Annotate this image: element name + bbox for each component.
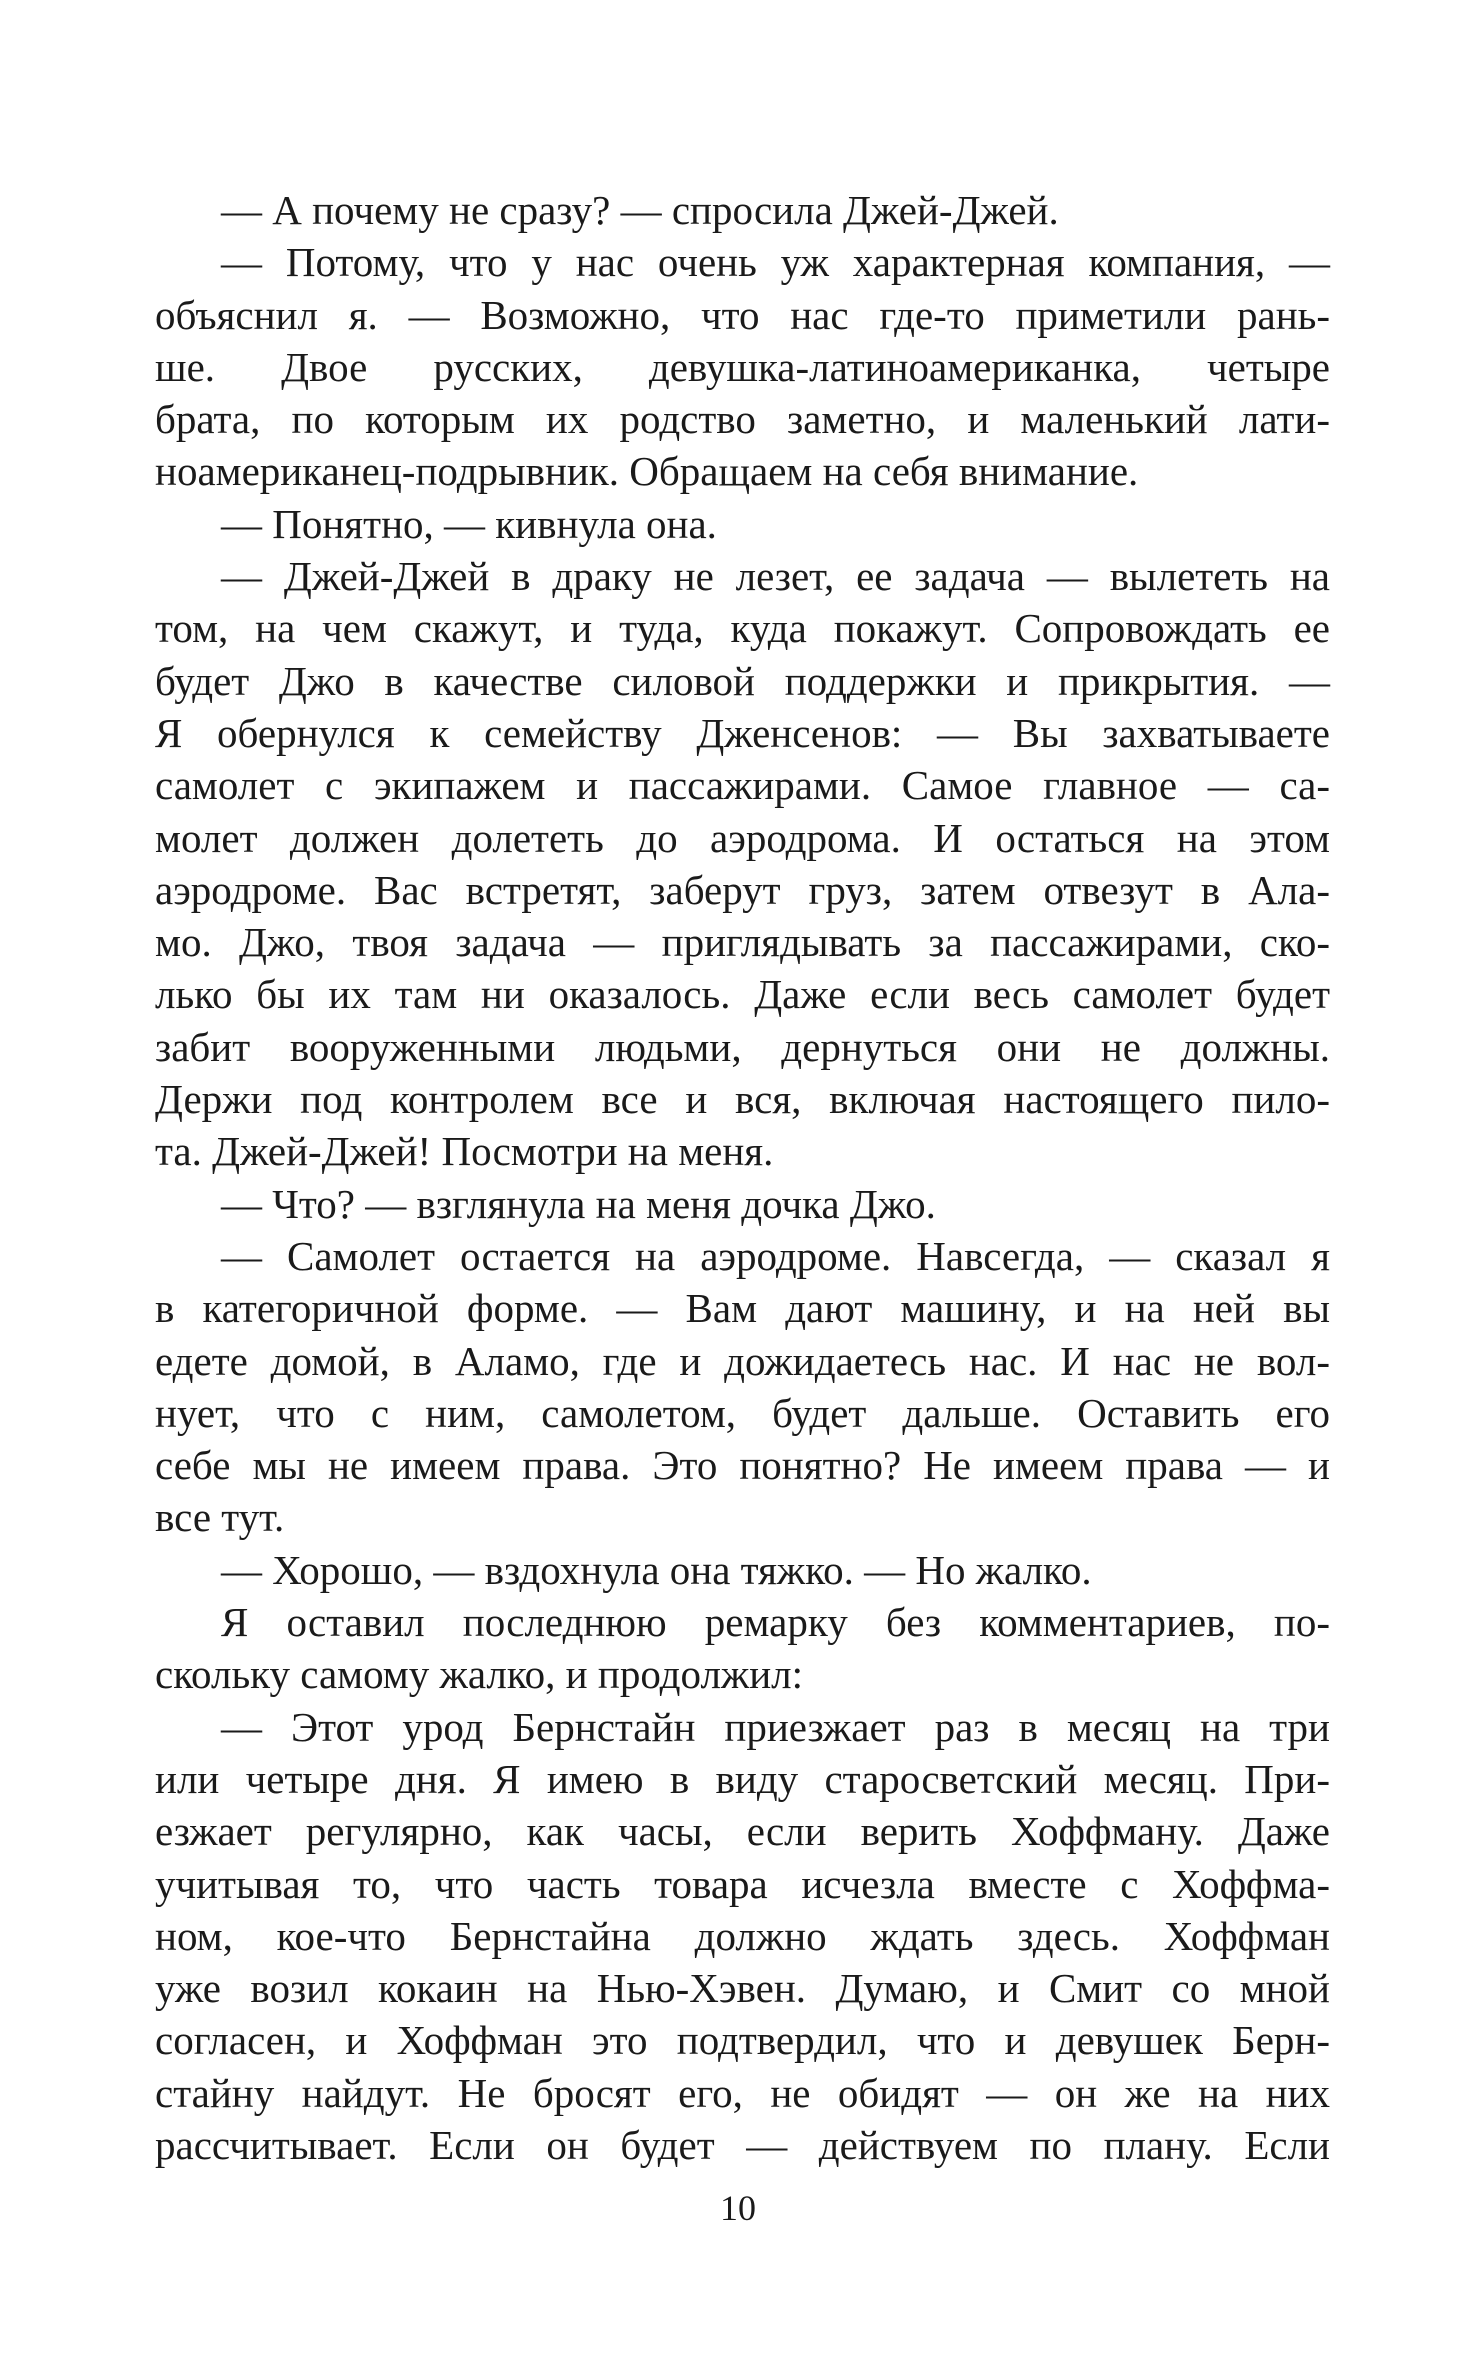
text-line: рассчитывает. Если он будет — действуем по плану. Если: [155, 2121, 1330, 2168]
text-line: самолет с экипажем и пассажирами. Самое главное — са-: [155, 762, 1330, 809]
text-line: — Что? — взглянула на меня дочка Джо.: [221, 1180, 936, 1227]
text-line: — Понятно, — кивнула она.: [221, 500, 717, 547]
text-line: Держи под контролем все и вся, включая настоящего пило-: [155, 1076, 1330, 1123]
text-line: все тут.: [155, 1494, 285, 1541]
text-line: согласен, и Хоффман это подтвердил, что и девушек Берн-: [155, 2017, 1330, 2064]
page-number: 10: [720, 2188, 756, 2228]
text-line: — Этот урод Бернстайн приезжает раз в месяц на три: [221, 1703, 1330, 1750]
text-line: будет Джо в качестве силовой поддержки и прикрытия. —: [155, 657, 1330, 704]
text-line: брата, по которым их родство заметно, и маленький лати-: [155, 396, 1330, 443]
text-line: учитывая то, что часть товара исчезла вместе с Хоффма-: [155, 1860, 1330, 1907]
text-line: езжает регулярно, как часы, если верить Хоффману. Даже: [155, 1808, 1330, 1855]
text-line: ном, кое-что Бернстайна должно ждать здесь. Хоффман: [155, 1912, 1330, 1959]
text-line: стайну найдут. Не бросят его, не обидят — он же на них: [155, 2069, 1330, 2116]
text-line: аэродроме. Вас встретят, заберут груз, затем отвезут в Ала-: [155, 866, 1330, 913]
body-text: [155, 184, 1330, 2171]
text-line: — Хорошо, — вздохнула она тяжко. — Но жалко.: [221, 1546, 1092, 1593]
text-line: та. Джей-Джей! Посмотри на меня.: [155, 1128, 774, 1175]
text-line: или четыре дня. Я имею в виду старосветский месяц. При-: [155, 1755, 1330, 1802]
text-line: Я обернулся к семейству Дженсенов: — Вы захватываете: [155, 709, 1330, 756]
text-line: мо. Джо, твоя задача — приглядывать за пассажирами, ско-: [155, 919, 1330, 966]
text-line: ше. Двое русских, девушка-латиноамериканка, четыре: [155, 343, 1330, 390]
text-line: себе мы не имеем права. Это понятно? Не имеем права — и: [155, 1442, 1330, 1489]
text-line: ноамериканец-подрывник. Обращаем на себя внимание.: [155, 448, 1139, 495]
text-line: объяснил я. — Возможно, что нас где-то приметили рань-: [155, 291, 1330, 338]
text-line: — Джей-Джей в драку не лезет, ее задача — вылететь на: [221, 553, 1330, 600]
text-line: скольку самому жалко, и продолжил:: [155, 1651, 804, 1698]
text-line: лько бы их там ни оказалось. Даже если весь самолет будет: [155, 971, 1330, 1018]
text-line: забит вооруженными людьми, дернуться они не должны.: [155, 1023, 1330, 1070]
text-line: в категоричной форме. — Вам дают машину, и на ней вы: [155, 1285, 1330, 1332]
text-line: том, на чем скажут, и туда, куда покажут. Сопровождать ее: [155, 605, 1330, 652]
text-line: Я оставил последнюю ремарку без комментариев, по-: [221, 1599, 1330, 1646]
text-line: нует, что с ним, самолетом, будет дальше. Оставить его: [155, 1389, 1330, 1436]
text-line: молет должен долететь до аэродрома. И остаться на этом: [155, 814, 1330, 861]
text-line: — Потому, что у нас очень уж характерная компания, —: [221, 239, 1330, 286]
text-line: — Самолет остается на аэродроме. Навсегда, — сказал я: [221, 1232, 1330, 1279]
text-line: едете домой, в Аламо, где и дожидаетесь нас. И нас не вол-: [155, 1337, 1330, 1384]
text-line: уже возил кокаин на Нью-Хэвен. Думаю, и Смит со мной: [155, 1965, 1330, 2012]
text-line: — А почему не сразу? — спросила Джей-Джей.: [221, 187, 1059, 233]
